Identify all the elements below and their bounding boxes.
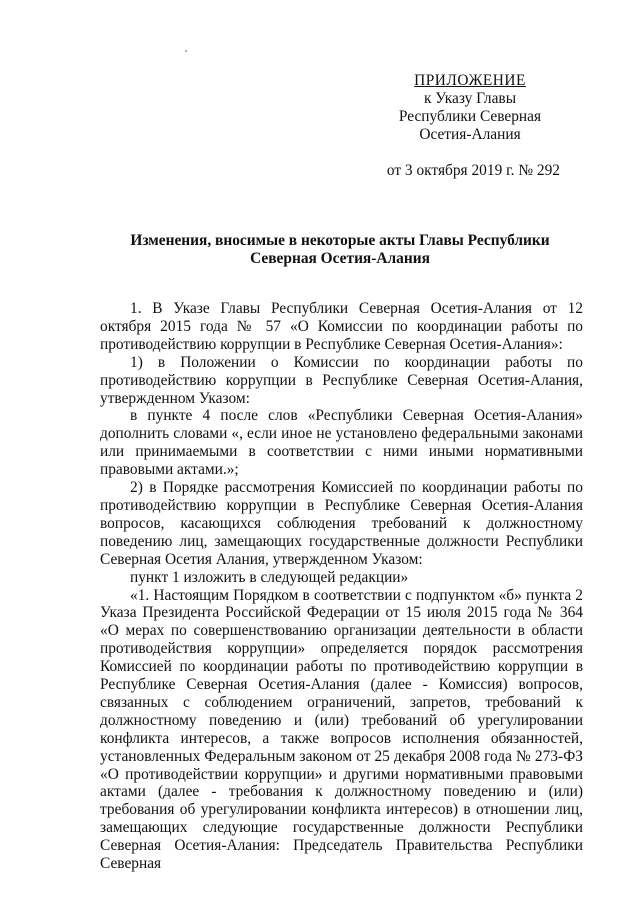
paragraph: 1) в Положении о Комиссии по координации работы по противодействию коррупции в Республике Северная Осетия-Алания, утвержденном Указом:	[100, 353, 583, 407]
decree-date-number: от 3 октября 2019 г. № 292	[386, 162, 560, 179]
appendix-line-3: Осетия-Алания	[419, 126, 521, 143]
paragraph: «1. Настоящим Порядком в соответствии с подпунктом «б» пункта 2 Указа Президента Российской Федерации от 15 июля 2015 года № 364 «О мерах по совершенствованию организации деятельности в области противодействия коррупции» определяется порядок рассмотрения Комиссией по координации работы по противодействию коррупции в Республике Северная Осетия-Алания (далее - Комиссия) вопросов, связанных с соблюдением ограничений, запретов, требований к должностному поведению и (или) требований об урегулировании конфликта интересов, а также вопросов исполнения обязанностей, установленных Федеральным законом от 25 декабря 2008 года № 273-ФЗ «О противодействии коррупции» и другими нормативными правовыми актами (далее - требования к должностному поведению и (или) требования об урегулировании конфликта интересов) в отношении лиц, замещающих следующие государственные должности Республики Северная Осетия-Алания: Председатель Правительства Республики Северная	[100, 586, 583, 873]
scan-speck	[185, 50, 187, 52]
paragraph: 2) в Порядке рассмотрения Комиссией по координации работы по противодействию коррупции в Республике Северная Осетия-Алания вопросов, касающихся соблюдения требований к должностному поведению лиц, замещающих государственные должности Республики Северная Осетия Алания, утвержденном Указом:	[100, 479, 583, 568]
document-heading	[100, 232, 580, 268]
paragraph: в пункте 4 после слов «Республики Северная Осетия-Алания» дополнить словами «, если иное не установлено федеральными законами или принимаемыми в соответствии с ними иными нормативными правовыми актами.»;	[100, 407, 583, 479]
paragraph: 1. В Указе Главы Республики Северная Осетия-Алания от 12 октября 2015 года № 57 «О Комиссии по координации работы по противодействию коррупции в Республике Северная Осетия-Алания»:	[100, 300, 583, 353]
heading-line-2: Северная Осетия-Алания	[250, 249, 430, 267]
appendix-line-2: Республики Северная	[398, 108, 542, 125]
appendix-line-1: к Указу Главы	[423, 90, 517, 107]
appendix-block	[380, 72, 560, 144]
paragraph: пункт 1 изложить в следующей редакции»	[130, 568, 409, 586]
appendix-title: ПРИЛОЖЕНИЕ	[414, 72, 526, 89]
heading-line-1: Изменения, вносимые в некоторые акты Главы Республики	[130, 232, 550, 249]
document-body	[100, 300, 583, 873]
